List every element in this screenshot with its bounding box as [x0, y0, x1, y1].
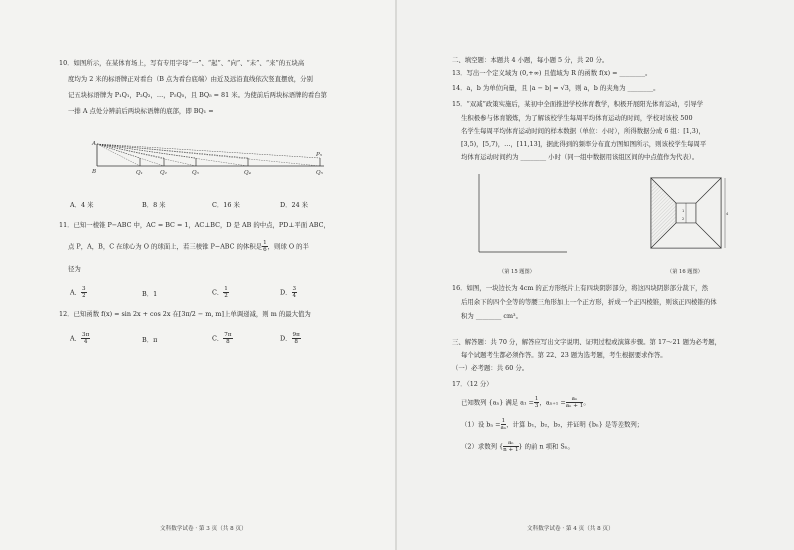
q17-part2-frac-den: n + 1	[503, 447, 519, 453]
q11-option-a	[70, 286, 87, 299]
q16-label-1: 1	[682, 209, 685, 213]
q12-opt-a-den: 4	[83, 339, 88, 345]
q12-opt-c-den: 8	[226, 339, 230, 345]
right-page	[397, 0, 794, 550]
q12-option-b	[142, 335, 157, 344]
q11-opt-a-label: A．	[70, 288, 82, 297]
q16-label-2: 2	[682, 217, 685, 221]
q12-opt-b-label: B．π	[142, 336, 158, 344]
fig10-label-q1: Q₁	[136, 170, 143, 176]
q17-given-c: 。	[583, 398, 590, 407]
right-page-footer: 文科数学试卷 · 第 4 页（共 8 页）	[527, 526, 614, 532]
q10-option-c: C．16 米	[212, 201, 240, 209]
q17-given-frac2-num: aₙ	[566, 396, 584, 403]
q11-opt-a-den: 2	[82, 293, 86, 299]
q12-line1	[59, 310, 311, 318]
q12-option-d	[280, 332, 301, 345]
q16-line3: 积为 ________ cm³。	[461, 312, 522, 320]
fig10-label-a: A	[92, 141, 97, 147]
q16-figure	[649, 176, 729, 256]
q15-histogram	[453, 168, 573, 268]
q12-opt-d-den: 8	[294, 339, 298, 345]
q12-opt-c-num: 7π	[224, 332, 232, 338]
left-page-footer: 文科数学试卷 · 第 3 页（共 8 页）	[160, 526, 247, 532]
q17-part2-frac-num: aₙ	[503, 440, 518, 447]
q17-part1-frac-den: aₙ	[500, 425, 507, 431]
section3-line2: 每个试题考生都必须作答。第 22、23 题为选考题，考生根据要求作答。	[461, 351, 667, 359]
q17-given	[461, 396, 590, 409]
q12-option-c	[212, 332, 233, 345]
q17-given-frac-den: 3	[534, 403, 539, 409]
q12-option-a	[70, 332, 90, 345]
q10-line4: 一排 A 点处分辨前后两块标语牌的底部，即 BQ₁ =	[68, 107, 214, 115]
fig10-label-q4: Q₄	[244, 170, 251, 176]
q11-option-c	[212, 286, 229, 299]
q17-part2	[461, 440, 574, 453]
q17-part1-a: （1）设 bₙ =	[461, 420, 501, 429]
q17-given-frac2-den: aₙ + 1	[565, 403, 584, 409]
fig10-label-q3: Q₃	[192, 170, 199, 176]
q12-opt-a-label: A．	[70, 334, 82, 343]
q11-opt-b-label: B．1	[142, 290, 158, 298]
section3-line3: （一）必考题：共 60 分。	[452, 364, 529, 372]
q10-line1: 10．如图所示，在某体育场上，写有专用字母“一”、“起”、“向”、“未”、“来”的五块高	[59, 59, 305, 67]
section2-title: 二、填空题：本题共 4 小题，每小题 5 分，共 20 分。	[452, 56, 609, 64]
q11-line2-b: ，则球 O 的半	[267, 242, 309, 251]
fig10-label-q2: Q₂	[160, 170, 167, 176]
q12-line1-b: 上单调递减，则 m 的最大值为	[223, 310, 311, 318]
q11-option-d	[280, 286, 297, 299]
q17-part1	[461, 418, 643, 431]
q16-side-label: 4	[726, 212, 729, 216]
fig10-label-q5: Q₅	[316, 170, 323, 176]
q10-figure	[92, 140, 332, 176]
q10-option-a: A．4 米	[70, 201, 94, 209]
q11-line1: 11．已知一棱锥 P−ABC 中，AC = BC = 1，AC⊥BC，D 是 AB 的中点，PD⊥平面 ABC，	[59, 221, 330, 229]
q10-line2: 度均为 2 米的标语牌正对看台（B 点为看台底端）由近及远沿直线依次竖直摆放，分别	[68, 75, 313, 83]
q15-line1: 15．“双减”政策实施后，某初中全面推进学校体育教学，积极开展阳光体育运动，引导学	[452, 100, 704, 108]
q13: 13．写出一个定义域为 (0,+∞) 且值域为 R 的函数 f(x) = ________。	[452, 69, 652, 77]
q15-line4: [3,5)，[5,7)，…，[11,13]，据此得到的频率分布直方图如图所示，则该校学生每周平	[461, 140, 707, 148]
q17-part2-a: （2）求数列 {	[461, 442, 504, 451]
q17-part2-b: } 的前 n 项和 Sₙ。	[518, 442, 574, 451]
q15-figure-caption: （第 15 题图）	[499, 269, 535, 275]
q11-opt-c-label: C．	[212, 288, 224, 297]
q10-option-d: D．24 米	[280, 201, 309, 209]
q17-given-a: 已知数列 {aₙ} 满足 a₁ =	[461, 398, 534, 407]
q11-opt-d-label: D．	[280, 288, 292, 297]
q12-interval: [3π/2 − m, m]	[178, 310, 224, 318]
q11-opt-c-den: 2	[224, 293, 228, 299]
q11-opt-a-num: 3	[82, 286, 86, 292]
q15-line3: 名学生每周平均体育运动时间的样本数据（单位：小时），所得数据分成 6 组：[1,3)，	[461, 127, 705, 135]
q12-line1-a: 12．已知函数 f(x) = sin 2x + cos 2x 在	[59, 310, 179, 318]
q10-line3: 记五块标语牌为 P₁Q₁，P₂Q₂，…，P₅Q₅，且 BQ₅ = 81 米。为使前后两块标语牌的看台第	[68, 91, 328, 99]
q17-part1-frac-num: 1	[501, 418, 506, 424]
q12-opt-a-num: 3π	[82, 332, 90, 338]
q11-opt-c-num: 1	[224, 286, 228, 292]
q15-line2: 生积极参与体育锻炼，为了解该校学生每周平均体育运动的时间，学校对该校 500	[461, 114, 693, 122]
q15-line5: 均体育运动时间约为 ________ 小时（同一组中数据用该组区间的中点值作为代表）。	[461, 153, 699, 161]
fig10-label-p5: P₅	[316, 152, 323, 158]
q17-head: 17．（12 分）	[452, 380, 493, 388]
q17-part1-b: ，计算 b₁，b₂，b₃，并证明 {bₙ} 是等差数列；	[506, 420, 644, 429]
q17-given-b: ，aₙ₊₁ =	[539, 398, 566, 407]
q12-opt-d-num: 9π	[292, 332, 300, 338]
q11-frac-den: 6	[263, 247, 267, 253]
q14: 14．a，b 为单位向量，且 |a − b| = √3，则 a，b 的夹角为 ________。	[452, 84, 660, 92]
q11-line2-a: 点 P，A，B，C 在球心为 O 的球面上，若三棱锥 P−ABC 的体积是	[68, 242, 263, 251]
q11-opt-d-den: 4	[292, 293, 297, 299]
q16-line2: 后用余下的四个全等的等腰三角形加上一个正方形，折成一个正四棱锥，则该正四棱锥的体	[461, 298, 717, 306]
q11-frac-num: 1	[263, 240, 267, 246]
q12-opt-d-label: D．	[280, 334, 292, 343]
q17-given-frac-num: 1	[534, 396, 539, 402]
q11-opt-d-num: 3	[292, 286, 297, 292]
q10-option-b: B．8 米	[142, 201, 166, 209]
q12-opt-c-label: C．	[212, 334, 224, 343]
section3-line1: 三、解答题：共 70 分，解答应写出文字说明、证明过程或演算步骤。第 17～21 题为必考题，	[452, 338, 721, 346]
q16-line1: 16．如图，一块边长为 4cm 的正方形纸片上有四块阴影部分，将这四块阴影部分裁下，然	[452, 284, 708, 292]
q11-option-b	[142, 289, 157, 298]
q11-line2	[68, 240, 309, 253]
q11-line3: 径为	[68, 265, 81, 273]
fig10-label-b: B	[92, 169, 97, 175]
q16-figure-caption: （第 16 题图）	[667, 269, 703, 275]
